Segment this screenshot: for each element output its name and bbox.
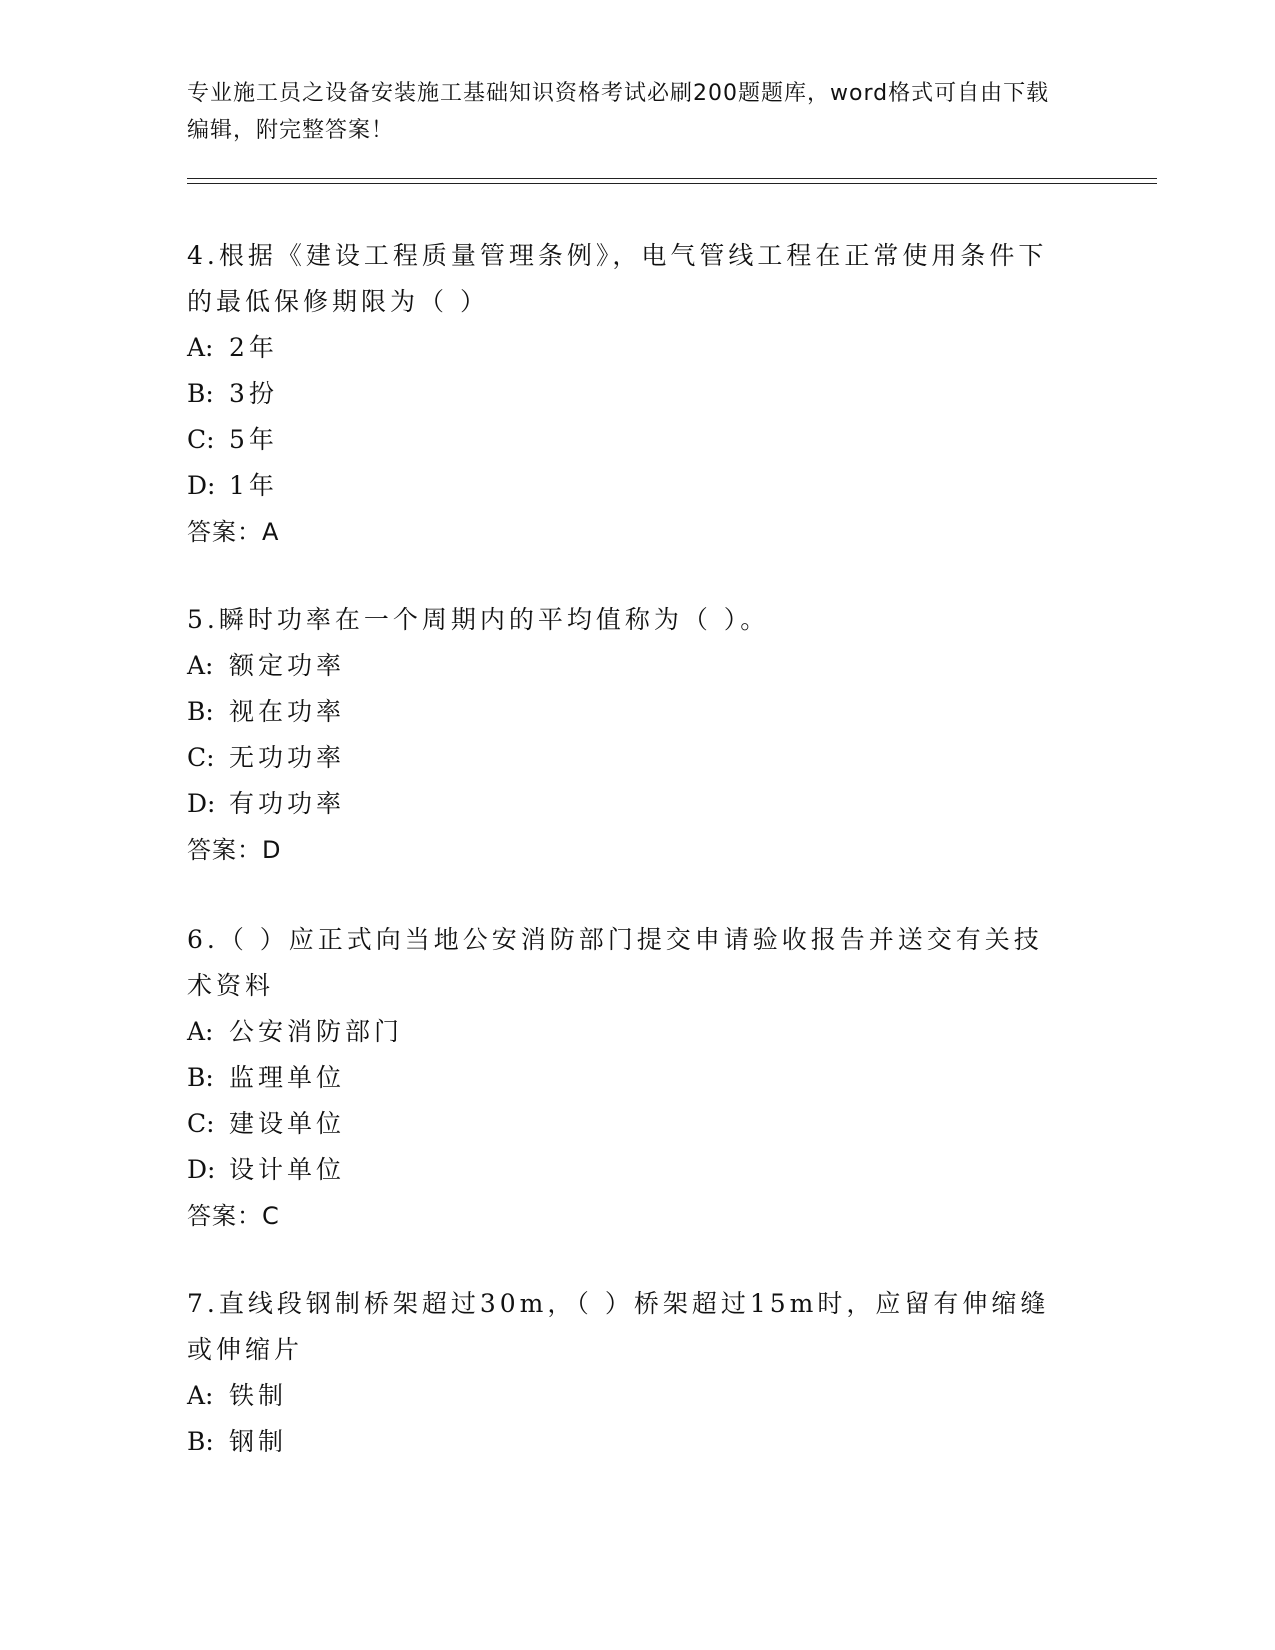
answer-line: 答案：D	[187, 836, 282, 864]
option-letter: B:	[187, 379, 214, 408]
option-a	[187, 1009, 1067, 1055]
option-letter: D:	[187, 789, 216, 818]
option-letter: D:	[187, 1155, 216, 1184]
question-5	[187, 597, 1067, 873]
option-letter: A:	[187, 333, 214, 362]
answer-line: 答案：C	[187, 1202, 280, 1230]
option-d	[187, 1147, 1067, 1193]
option-text: 建设单位	[229, 1109, 346, 1138]
option-d	[187, 463, 1067, 509]
option-letter: D:	[187, 471, 216, 500]
option-letter: C:	[187, 743, 215, 772]
option-b	[187, 371, 1067, 417]
option-text: 设计单位	[229, 1155, 346, 1184]
document-title: 专业施工员之设备安装施工基础知识资格考试必刷200题题库，word格式可自由下载编辑，附完整答案！	[187, 81, 1050, 143]
option-text: 监理单位	[229, 1063, 346, 1092]
option-d	[187, 781, 1067, 827]
question-text: 4.根据《建设工程质量管理条例》，电气管线工程在正常使用条件下的最低保修期限为（ ）	[187, 241, 1048, 316]
question-4	[187, 233, 1067, 555]
option-a	[187, 1373, 1067, 1419]
option-a	[187, 643, 1067, 689]
option-c	[187, 1101, 1067, 1147]
option-letter: A:	[187, 1381, 214, 1410]
option-text: 钢制	[229, 1427, 288, 1456]
option-c	[187, 735, 1067, 781]
question-6	[187, 917, 1067, 1239]
option-text: 1年	[229, 471, 278, 500]
question-text: 7.直线段钢制桥架超过30m，（ ）桥架超过15m时，应留有伸缩缝或伸缩片	[187, 1289, 1050, 1364]
option-text: 铁制	[229, 1381, 288, 1410]
answer-line: 答案：A	[187, 518, 280, 546]
option-text: 有功功率	[229, 789, 346, 818]
option-letter: B:	[187, 1427, 214, 1456]
option-b	[187, 1419, 1067, 1465]
option-text: 额定功率	[229, 651, 346, 680]
option-letter: B:	[187, 1063, 214, 1092]
option-text: 无功功率	[229, 743, 346, 772]
option-letter: C:	[187, 425, 215, 454]
option-b	[187, 689, 1067, 735]
option-letter: A:	[187, 1017, 214, 1046]
option-text: 2年	[229, 333, 278, 362]
option-letter: C:	[187, 1109, 215, 1138]
question-text: 6.（ ）应正式向当地公安消防部门提交申请验收报告并送交有关技术资料	[187, 925, 1043, 1000]
question-text: 5.瞬时功率在一个周期内的平均值称为（ ）。	[187, 605, 770, 634]
option-c	[187, 417, 1067, 463]
option-letter: B:	[187, 697, 214, 726]
option-text: 3扮	[229, 379, 278, 408]
option-b	[187, 1055, 1067, 1101]
header-divider-bottom	[187, 183, 1157, 184]
option-a	[187, 325, 1067, 371]
option-text: 公安消防部门	[229, 1017, 404, 1046]
question-7	[187, 1281, 1067, 1465]
option-text: 5年	[229, 425, 278, 454]
option-letter: A:	[187, 651, 214, 680]
option-text: 视在功率	[229, 697, 346, 726]
header-divider-top	[187, 178, 1157, 179]
